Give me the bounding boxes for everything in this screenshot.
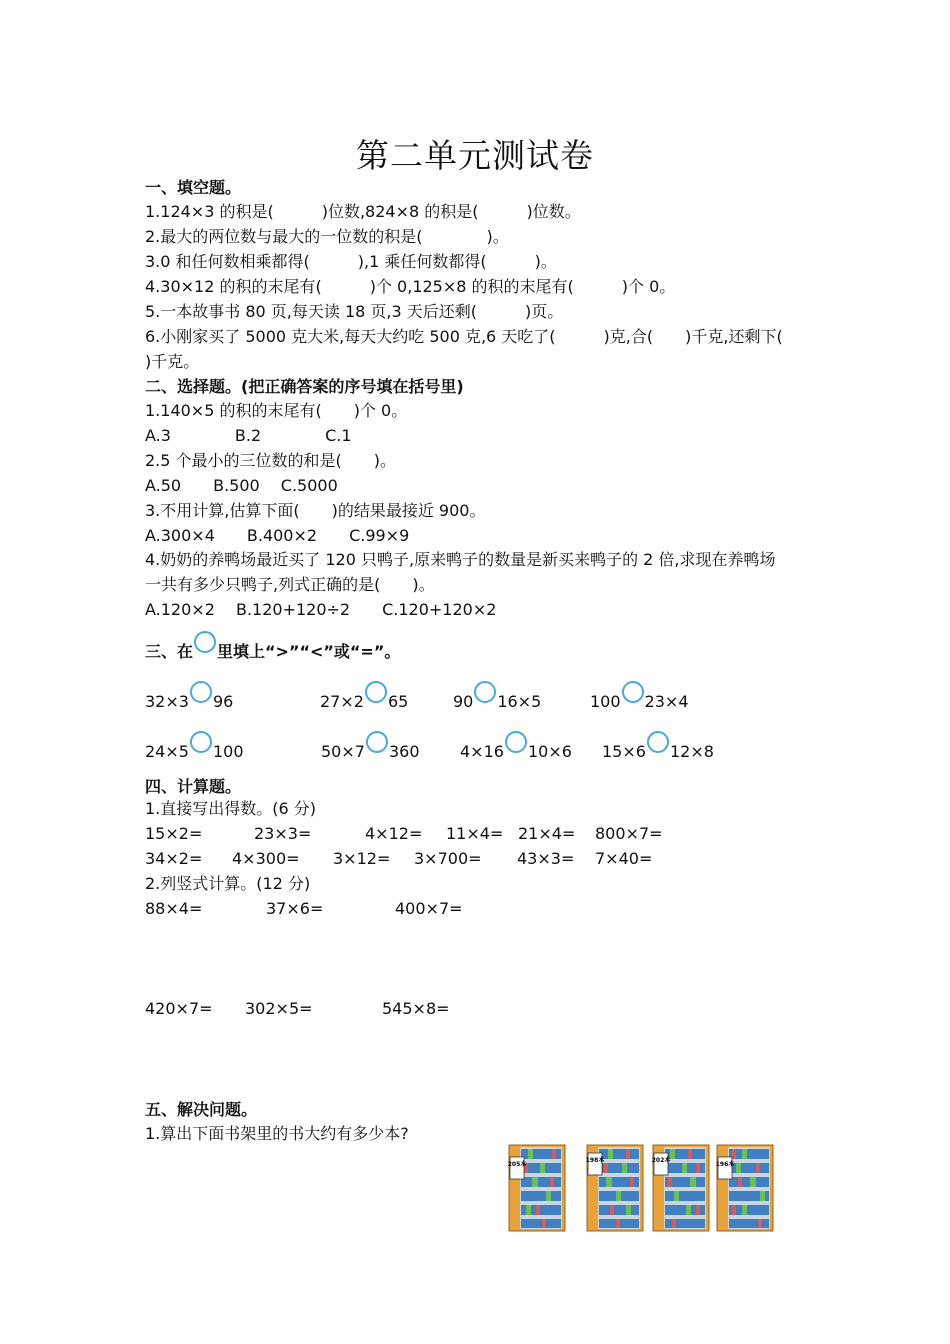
circle-blank-icon[interactable] (366, 731, 388, 753)
compare-left: 50×7 (321, 742, 365, 761)
shelf-label: 196本 (716, 1161, 735, 1168)
compare-right: 96 (212, 692, 234, 711)
compare-right: 360 (388, 742, 420, 761)
circle-blank-icon[interactable] (505, 731, 527, 753)
question-1-6-line-2: )千克。 (145, 352, 200, 371)
vertical-calc-item: 400×7= (395, 899, 463, 918)
compare-left: 4×16 (460, 742, 504, 761)
question-5-1: 1.算出下面书架里的书大约有多少本? (145, 1124, 409, 1143)
vertical-calc-item: 37×6= (266, 899, 324, 918)
calc-item: 7×40= (595, 849, 653, 868)
question-2-3: 3.不用计算,估算下面( )的结果最接近 900。 (145, 501, 486, 520)
vertical-calc-item: 545×8= (382, 999, 450, 1018)
question-2-1-options: A.3 B.2 C.1 (145, 426, 352, 445)
compare-right: 100 (212, 742, 244, 761)
calc-item: 3×12= (333, 849, 391, 868)
bookshelf-illustration (508, 1143, 566, 1233)
vertical-calc-item: 420×7= (145, 999, 213, 1018)
part-4-2: 2.列竖式计算。(12 分) (145, 874, 311, 893)
calc-item: 800×7= (595, 824, 663, 843)
question-2-1: 1.140×5 的积的末尾有( )个 0。 (145, 401, 408, 420)
compare-item (453, 681, 541, 712)
compare-left: 24×5 (145, 742, 189, 761)
compare-left: 100 (590, 692, 621, 711)
part-4-1: 1.直接写出得数。(6 分) (145, 799, 317, 818)
calc-item: 21×4= (518, 824, 576, 843)
question-2-3-options: A.300×4 B.400×2 C.99×9 (145, 526, 410, 545)
circle-blank-icon[interactable] (365, 681, 387, 703)
compare-item (460, 731, 572, 762)
bookshelf-illustration (652, 1143, 710, 1233)
question-2-4-line-2: 一共有多少只鸭子,列式正确的是( )。 (145, 575, 435, 594)
compare-left: 27×2 (320, 692, 364, 711)
compare-left: 15×6 (602, 742, 646, 761)
question-2-4-line-1: 4.奶奶的养鸭场最近买了 120 只鸭子,原来鸭子的数量是新买来鸭子的 2 倍,求现在养鸭场 (145, 550, 776, 569)
question-1-2: 2.最大的两位数与最大的一位数的积是( )。 (145, 227, 509, 246)
compare-right: 12×8 (669, 742, 714, 761)
circle-blank-icon[interactable] (190, 681, 212, 703)
calc-item: 34×2= (145, 849, 203, 868)
compare-right: 16×5 (497, 692, 542, 711)
compare-item (602, 731, 714, 762)
calc-item: 4×12= (365, 824, 423, 843)
calc-item: 23×3= (254, 824, 312, 843)
question-1-6-line-1: 6.小刚家买了 5000 克大米,每天大约吃 500 克,6 天吃了( )克,合( )千克,还剩下( (145, 327, 783, 346)
compare-right: 10×6 (527, 742, 572, 761)
circle-blank-icon[interactable] (622, 681, 644, 703)
shelf-label: 202本 (652, 1157, 671, 1164)
vertical-calc-item: 302×5= (245, 999, 313, 1018)
compare-right: 65 (387, 692, 409, 711)
circle-blank-icon (194, 631, 216, 653)
shelf-label: 205本 (508, 1161, 527, 1168)
heading-post: 里填上“>”“<”或“=”。 (217, 642, 401, 661)
bookshelf-illustration (716, 1143, 774, 1233)
compare-item (145, 731, 244, 762)
calc-item: 3×700= (414, 849, 482, 868)
compare-left: 32×3 (145, 692, 189, 711)
calc-item: 4×300= (232, 849, 300, 868)
circle-blank-icon[interactable] (474, 681, 496, 703)
circle-blank-icon[interactable] (190, 731, 212, 753)
section-heading-3 (145, 631, 400, 662)
compare-item (321, 731, 420, 762)
page-title: 第二单元测试卷 (356, 136, 594, 175)
shelf-label: 198本 (586, 1157, 605, 1164)
calc-item: 15×2= (145, 824, 203, 843)
section-heading-4: 四、计算题。 (145, 777, 242, 796)
section-heading-1: 一、填空题。 (145, 178, 242, 197)
question-1-1: 1.124×3 的积是( )位数,824×8 的积是( )位数。 (145, 202, 581, 221)
question-1-3: 3.0 和任何数相乘都得( ),1 乘任何数都得( )。 (145, 252, 557, 271)
question-1-5: 5.一本故事书 80 页,每天读 18 页,3 天后还剩( )页。 (145, 302, 564, 321)
question-1-4: 4.30×12 的积的末尾有( )个 0,125×8 的积的末尾有( )个 0。 (145, 277, 676, 296)
calc-item: 11×4= (446, 824, 504, 843)
bookshelf-illustration (586, 1143, 644, 1233)
section-heading-5: 五、解决问题。 (145, 1100, 258, 1119)
question-2-4-options: A.120×2 B.120+120÷2 C.120+120×2 (145, 600, 497, 619)
compare-item (590, 681, 689, 712)
circle-blank-icon[interactable] (647, 731, 669, 753)
question-2-2: 2.5 个最小的三位数的和是( )。 (145, 451, 397, 470)
calc-item: 43×3= (517, 849, 575, 868)
compare-item (320, 681, 408, 712)
vertical-calc-item: 88×4= (145, 899, 203, 918)
heading-pre: 三、在 (145, 642, 194, 661)
question-2-2-options: A.50 B.500 C.5000 (145, 476, 338, 495)
compare-right: 23×4 (644, 692, 689, 711)
section-heading-2: 二、选择题。(把正确答案的序号填在括号里) (145, 377, 464, 396)
compare-item (145, 681, 233, 712)
compare-left: 90 (453, 692, 474, 711)
